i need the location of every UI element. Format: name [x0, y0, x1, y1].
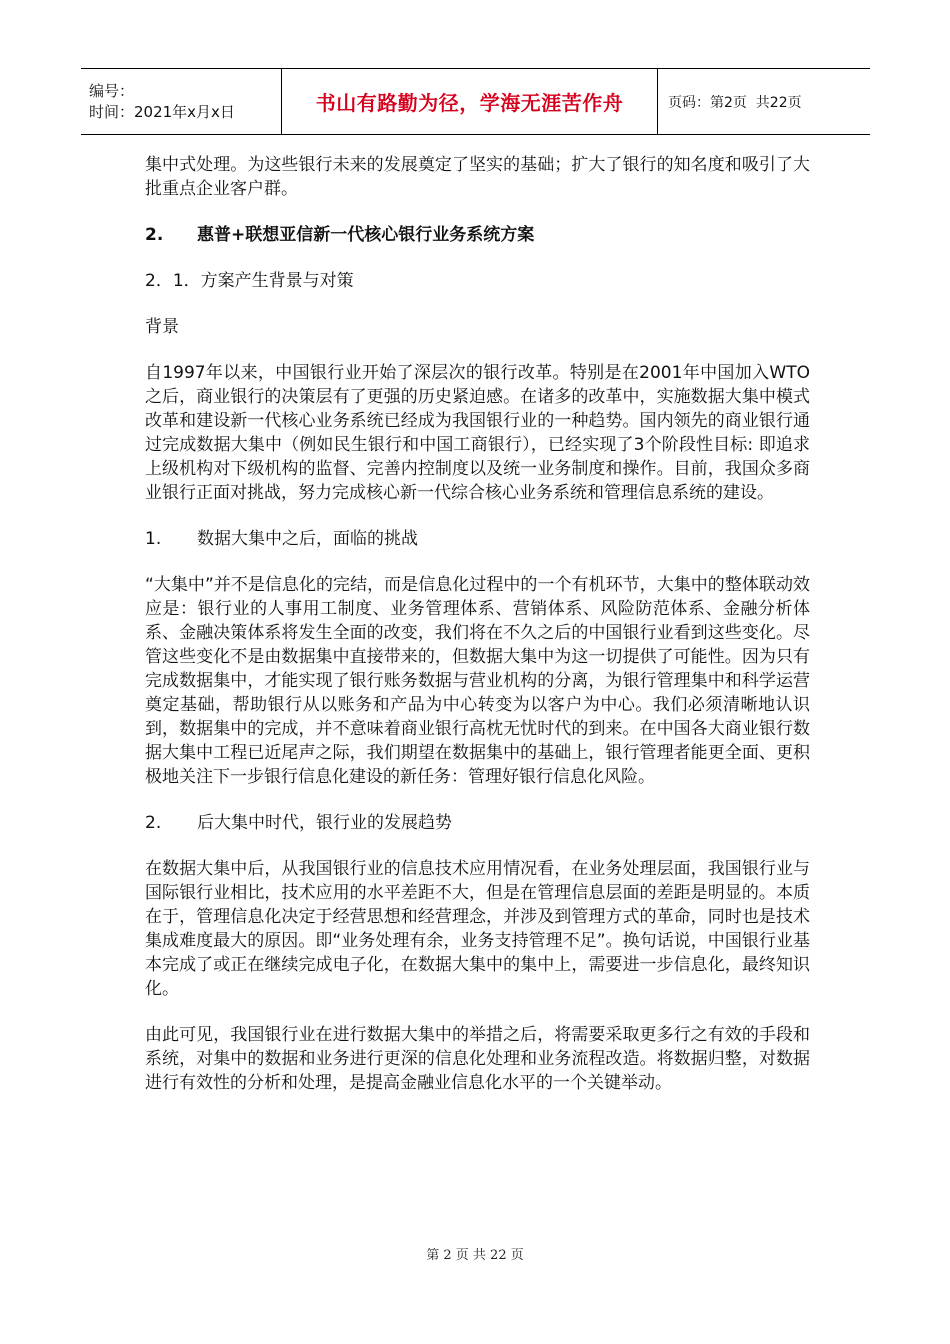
section-heading: [145, 223, 810, 247]
document-body: [145, 153, 810, 1117]
section-number: 2.: [145, 225, 164, 245]
paragraph-3: 在数据大集中后，从我国银行业的信息技术应用情况看，在业务处理层面，我国银行业与国际银行业相比，技术应用的水平差距不大，但是在管理信息层面的差距是明显的。本质在于，管理信息化决定于经营思想和经营理念，并涉及到管理方式的革命，同时也是技术集成难度最大的原因。即“业务处理有余，业务支持管理不足”。换句话说，中国银行业基本完成了或正在继续完成电子化，在数据大集中的集中上，需要进一步信息化，最终知识化。: [145, 859, 810, 999]
subsection-heading: 2．1．方案产生背景与对策: [145, 271, 354, 291]
section-title: 惠普+联想亚信新一代核心银行业务系统方案: [197, 225, 535, 245]
footer-page-number: 第 2 页 共 22 页: [426, 1248, 524, 1263]
item-1-heading: [145, 527, 810, 551]
item-1-title: 数据大集中之后，面临的挑战: [197, 529, 418, 549]
paragraph-4: 由此可见，我国银行业在进行数据大集中的举措之后，将需要采取更多行之有效的手段和系统，对集中的数据和业务进行更深的信息化处理和业务流程改造。将数据归整，对数据进行有效性的分析和处理，是提高金融业信息化水平的一个关键举动。: [145, 1025, 810, 1093]
motto: 书山有路勤为径，学海无涯苦作舟: [315, 91, 624, 115]
intro-paragraph: 集中式处理。为这些银行未来的发展奠定了坚实的基础；扩大了银行的知名度和吸引了大批重点企业客户群。: [145, 155, 810, 199]
background-label: 背景: [145, 317, 179, 337]
item-2-title: 后大集中时代，银行业的发展趋势: [197, 813, 452, 833]
paragraph-1: 自1997年以来，中国银行业开始了深层次的银行改革。特别是在2001年中国加入WTO之后，商业银行的决策层有了更强的历史紧迫感。在诸多的改革中，实施数据大集中模式改革和建设新一代核心业务系统已经成为我国银行业的一种趋势。国内领先的商业银行通过完成数据大集中（例如民生银行和中国工商银行），已经实现了3个阶段性目标: 即追求上级机构对下级机构的监督、完善内控制度以及统一业务制度和操作。目前，我国众多商业银行正面对挑战，努力完成核心新一代综合核心业务系统和管理信息系统的建设。: [145, 363, 810, 503]
item-2-heading: [145, 811, 810, 835]
page-footer: [0, 1244, 950, 1263]
paragraph-2: “大集中”并不是信息化的完结，而是信息化过程中的一个有机环节，大集中的整体联动效应是：银行业的人事用工制度、业务管理体系、营销体系、风险防范体系、金融分析体系、金融决策体系将发生全面的改变，我们将在不久之后的中国银行业看到这些变化。尽管这些变化不是由数据集中直接带来的，但数据大集中为这一切提供了可能性。因为只有完成数据集中，才能实现了银行账务数据与营业机构的分离，为银行管理集中和科学运营奠定基础，帮助银行从以账务和产品为中心转变为以客户为中心。我们必须清晰地认识到，数据集中的完成，并不意味着商业银行高枕无忧时代的到来。在中国各大商业银行数据大集中工程已近尾声之际，我们期望在数据集中的基础上，银行管理者能更全面、更积极地关注下一步银行信息化建设的新任务：管理好银行信息化风险。: [145, 575, 810, 787]
date-label: 时间：2021年x月x日: [89, 102, 235, 121]
header-page-cell: [658, 69, 870, 134]
header-motto-cell: [282, 69, 658, 134]
item-2-number: 2.: [145, 813, 162, 833]
item-1-number: 1.: [145, 529, 162, 549]
header-meta: [81, 69, 282, 134]
page-header: [81, 68, 870, 135]
header-page-label: 页码：第2页 共22页: [668, 94, 802, 111]
code-label: 编号：: [89, 81, 135, 100]
